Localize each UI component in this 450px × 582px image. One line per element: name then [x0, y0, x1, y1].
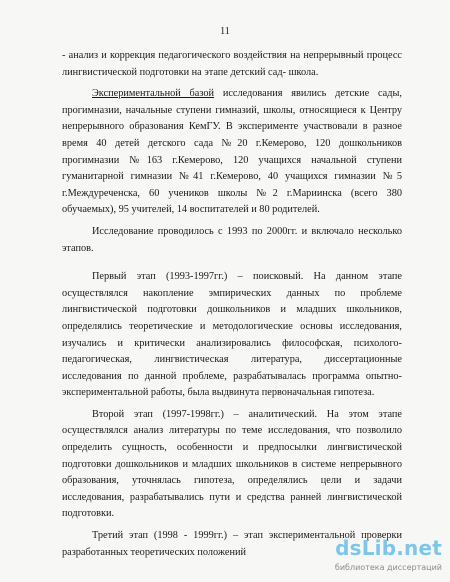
paragraph-stage-one: Первый этап (1993-1997гг.) – поисковый. На данном этапе осуществлялся накопление эмпирических данных по проблеме лингвистической подготовки дошкольников и младших школьников, определялись теоретические и методологические основы исследования, изучались и критически анализировались философская, психолого-педагогическая, лингвистическая литература, диссертационные исследования по данной проблеме, разрабатывалась программа опытно-экспериментальной работы, была выдвинута первоначальная гипотеза. [62, 271, 402, 399]
watermark-logo: dsLib.net [335, 536, 442, 560]
page-number: 11 [220, 26, 230, 37]
highlighted-term: Экспериментальной базой [92, 88, 215, 100]
dslib-watermark [324, 536, 442, 578]
document-body [62, 48, 402, 566]
paragraph-experimental-base-text: исследования явились детские сады, прогимназии, начальные ступени гимназий, школы, относящиеся к Центру непрерывного образования КемГУ. В эксперименте участвовали в разное время 40 детей детского сада №20 г.Кемерово, 120 дошкольников прогимназии №163 г.Кемерово, 120 учащихся начальной ступени гуманитарной гимназии №41 г.Кемерово, 40 учащихся гимназии №5 г.Междуреченска, 60 учеников школы №2 г.Мариинска (всего 380 обучаемых), 95 учителей, 14 воспитателей и 80 родителей. [62, 88, 402, 216]
paragraph-stage-two: Второй этап (1997-1998гг.) – аналитический. На этом этапе осуществлялся анализ литературы по теме исследования, что позволило определить сущность, особенности и предпосылки лингвистической подготовки дошкольников и младших школьников в системе непрерывного образования, уточнялась гипотеза, определялись цели и задачи исследования, разрабатывались пути и средства ранней лингвистической подготовки. [62, 408, 402, 520]
paragraph-stage-three: Третий этап (1998 - 1999гг.) – этап экспериментальной проверки разработанных теоретических положений [62, 530, 402, 558]
paragraph-analysis: - анализ и коррекция педагогического воздействия на непрерывный процесс лингвистической подготовки на этапе детский сад- школа. [62, 50, 402, 78]
paragraph-period: Исследование проводилось с 1993 по 2000гг. и включало несколько этапов. [62, 225, 402, 254]
watermark-subtitle: библиотека диссертаций [334, 563, 442, 572]
paragraph-experimental-base [62, 86, 402, 219]
